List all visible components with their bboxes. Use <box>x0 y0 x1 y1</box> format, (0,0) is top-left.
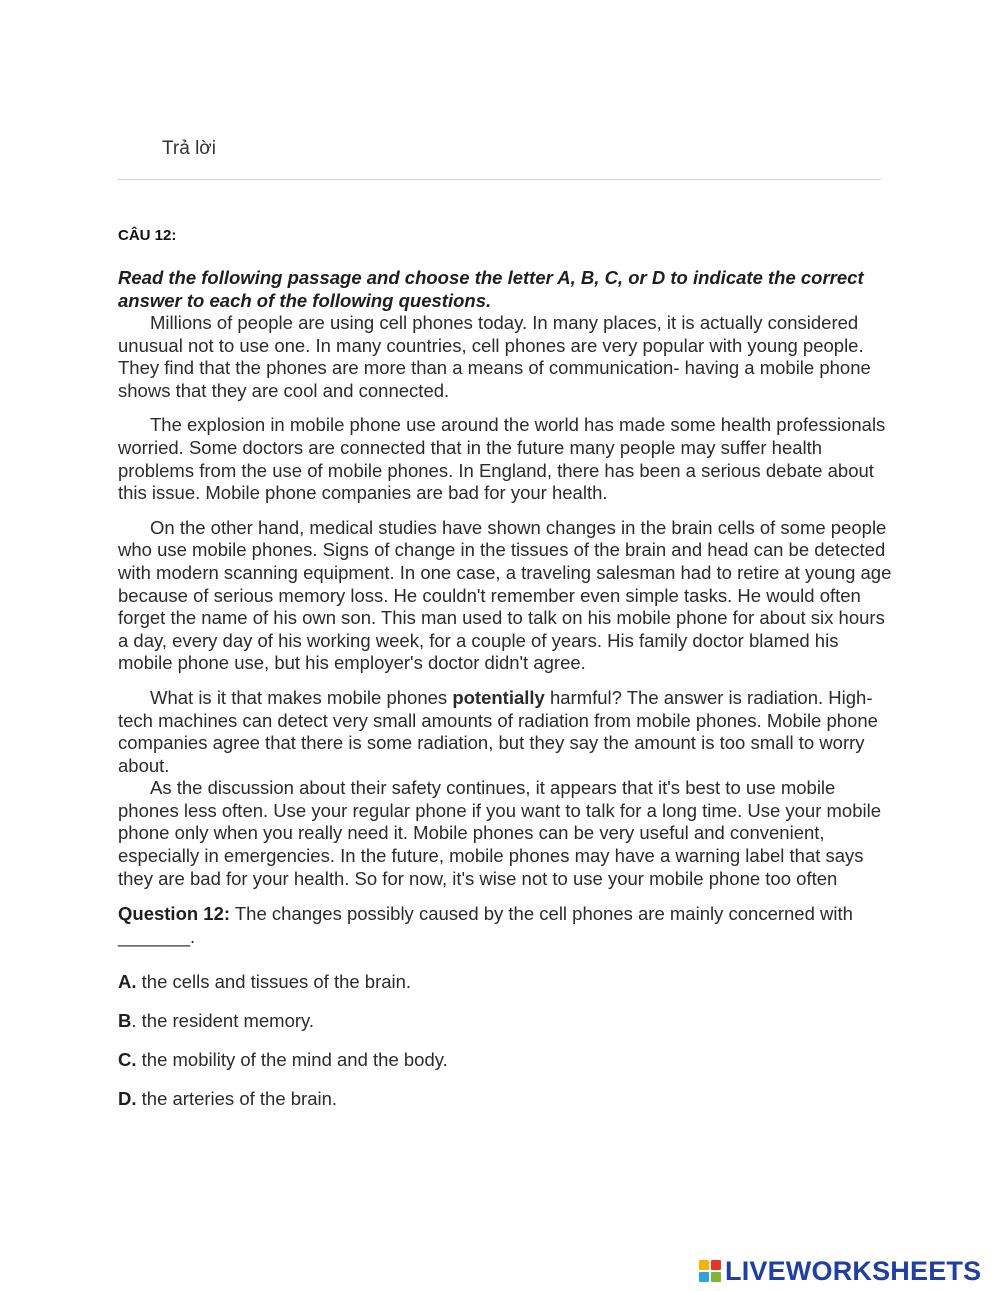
divider <box>118 179 881 180</box>
option-c[interactable] <box>118 1048 893 1071</box>
option-letter: C. <box>118 1049 137 1071</box>
answer-label[interactable]: Trả lời <box>162 138 216 159</box>
p4-bold-word: potentially <box>452 686 545 708</box>
answer-options <box>118 970 893 1110</box>
logo-block <box>699 1260 709 1270</box>
option-text: . the resident memory. <box>131 1010 315 1032</box>
option-text: the mobility of the mind and the body. <box>136 1049 448 1071</box>
instruction-text: Read the following passage and choose the letter A, B, C, or D to indicate the correct answer to each of the following questions. <box>118 267 864 311</box>
question-12 <box>118 902 893 948</box>
question-text: The changes possibly caused by the cell phones are mainly concerned with _______. <box>118 903 853 948</box>
option-text: the cells and tissues of the brain. <box>136 971 412 993</box>
option-d[interactable] <box>118 1087 893 1110</box>
passage-paragraph-4 <box>118 687 893 777</box>
liveworksheets-logo <box>699 1255 981 1287</box>
option-letter: B <box>118 1010 132 1032</box>
passage-paragraph-2: The explosion in mobile phone use around the world has made some health professionals worried. Some doctors are connected that in the future many people may suffer health problems from the use of mobile phones. In England, there has been a serious debate about this issue. Mobile phone companies are bad for your health. <box>118 414 886 504</box>
option-letter: A. <box>118 971 137 993</box>
option-b[interactable] <box>118 1009 893 1032</box>
p4-text-after: harmful? The answer is radiation. High-tech machines can detect very small amounts of radiation from mobile phones. Mobile phone companies agree that there is some radiation, but they say the amount is too small to worry about. <box>118 686 878 776</box>
logo-block <box>711 1260 721 1270</box>
question-label: Question 12: <box>118 903 231 925</box>
logo-block <box>699 1272 709 1282</box>
passage-paragraph-5: As the discussion about their safety continues, it appears that it's best to use mobile phones less often. Use your regular phone if you want to talk for a long time. Use your mobile phone only when you really need it. Mobile phones can be very useful and convenient, especially in emergencies. In the future, mobile phones may have a warning label that says they are bad for your health. So for now, it's wise not to use your mobile phone too often <box>118 777 882 889</box>
passage-paragraph-1: Millions of people are using cell phones today. In many places, it is actually considered unusual not to use one. In many countries, cell phones are very popular with young people. They find that the phones are more than a means of communication- having a mobile phone shows that they are cool and connected. <box>118 312 871 401</box>
question-content <box>118 226 893 1126</box>
logo-text: LIVEWORKSHEETS <box>725 1255 982 1286</box>
passage-paragraph-3: On the other hand, medical studies have shown changes in the brain cells of some people who use mobile phones. Signs of change in the tissues of the brain and head can be detected with modern scanning equipment. In one case, a traveling salesman had to retire at young age because of serious memory loss. He couldn't remember even simple tasks. He would often forget the name of his own son. This man used to talk on his mobile phone for about six hours a day, every day of his working week, for a couple of years. His family doctor blamed his mobile phone use, but his employer's doctor didn't agree. <box>118 516 892 674</box>
option-a[interactable] <box>118 970 893 993</box>
option-letter: D. <box>118 1088 137 1110</box>
p4-text-before: What is it that makes mobile phones <box>150 686 453 708</box>
question-heading: CÂU 12: <box>118 227 177 244</box>
logo-block <box>711 1272 721 1282</box>
liveworksheets-logo-icon <box>699 1260 721 1282</box>
option-text: the arteries of the brain. <box>136 1088 338 1110</box>
